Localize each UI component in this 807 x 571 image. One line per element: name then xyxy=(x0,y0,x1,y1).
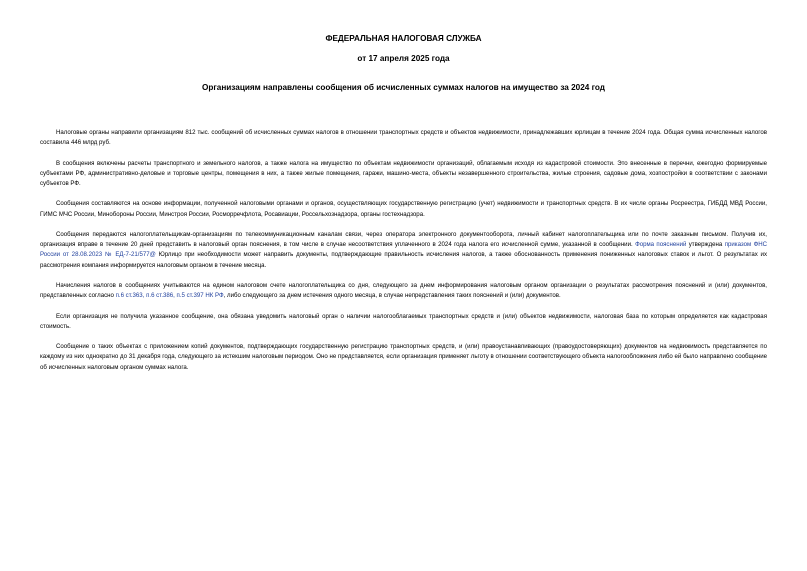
paragraph-5-text-b: , либо следующего за днем истечения одного месяца, в случае непредставления таких пояснений и (или) документов. xyxy=(223,292,561,300)
paragraph-5-text-a: Начисления налогов в сообщениях учитываются на едином налоговом счете налогоплательщика со дня, следующего за днем информирования налоговым органом организации о результатах рассмотрения пояснений и (или) документов, представленных согласно xyxy=(40,281,767,300)
document-date: от 17 апреля 2025 года xyxy=(357,54,450,63)
paragraph-7: Сообщение о таких объектах с приложением копий документов, подтверждающих государственную регистрацию транспортных средств, и (или) правоустанавливающих (правоудостоверяющих) документов на недвижимость представляется по каждому из них однократно до 31 декабря года, следующего за истекшим налоговым периодом. Оно не представляется, если организация применяет льготу в отношении соответствующего объекта налогообложения либо ей было направлено сообщение об исчисленных налоговым органом суммах налога. xyxy=(40,343,767,371)
paragraph-4 xyxy=(40,230,767,271)
paragraph-5 xyxy=(40,281,767,301)
paragraph-3: Сообщения составляются на основе информации, полученной налоговыми органами и органов, осуществляющих государственную регистрацию (учет) недвижимости и транспортных средств. В их числе органы Росреестра, ГИБДД МВД России, ГИМС МЧС России, Минобороны России, Минстроя России, Росморречфлота, Росавиации, Россельхознадзора, органы гостехнадзора. xyxy=(40,200,767,218)
paragraph-4-text-b: утверждена xyxy=(686,241,725,249)
link-tax-code-articles[interactable]: п.6 ст.363, п.6 ст.386, п.5 ст.397 НК РФ xyxy=(115,292,224,300)
link-fns-order[interactable]: приказом ФНС России от 28.08.2023 № ЕД-7-21/577@ xyxy=(40,241,768,259)
link-explanation-form[interactable]: Форма пояснений xyxy=(635,241,687,249)
document-body xyxy=(40,128,767,373)
document-title: Организациям направлены сообщения об исчисленных суммах налогов на имущество за 2024 год xyxy=(202,83,605,92)
paragraph-1: Налоговые органы направили организациям 812 тыс. сообщений об исчисленных суммах налогов в отношении транспортных средств и объектов недвижимости, принадлежавших юрлицам в течение 2024 года. Общая сумма исчисленных налогов составила 446 млрд руб. xyxy=(40,129,767,147)
paragraph-4-text-c: Юрлицо при необходимости может направить документы, подтверждающие правильность исчисления налогов, а также обоснованность применения пониженных налоговых ставок и льгот. О результатах их рассмотрения компания информируется налоговым органом в течение месяца. xyxy=(40,251,767,269)
paragraph-6: Если организация не получила указанное сообщение, она обязана уведомить налоговый орган о наличии налогооблагаемых транспортных средств и (или) объектов недвижимости, налоговая база по которым определяется как кадастровая стоимость. xyxy=(40,312,767,330)
agency-name: ФЕДЕРАЛЬНАЯ НАЛОГОВАЯ СЛУЖБА xyxy=(325,34,482,43)
paragraph-2: В сообщения включены расчеты транспортного и земельного налогов, а также налога на имущество по объектам недвижимости организаций, облагаемым исходя из кадастровой стоимости. Это внесенные в перечни, ежегодно формируемые субъектами РФ, административно-деловые и торговые центры, помещения в них, а также жилые помещения, гаражи, машино-места, объекты незавершенного строительства, жилые строения, садовые дома, хозпостройки в соответствии с законами субъектов РФ. xyxy=(40,159,767,187)
paragraph-4-text-a: Сообщения передаются налогоплательщикам-организациям по телекоммуникационным каналам связи, через оператора электронного документооборота, личный кабинет налогоплательщика или по почте заказным письмом. Получив их, организация вправе в течение 20 дней представить в налоговый орган пояснения, в том числе в случае несоответствия уплаченного в 2024 года налога его исчисленной сумме, указанной в сообщении. xyxy=(40,230,767,249)
